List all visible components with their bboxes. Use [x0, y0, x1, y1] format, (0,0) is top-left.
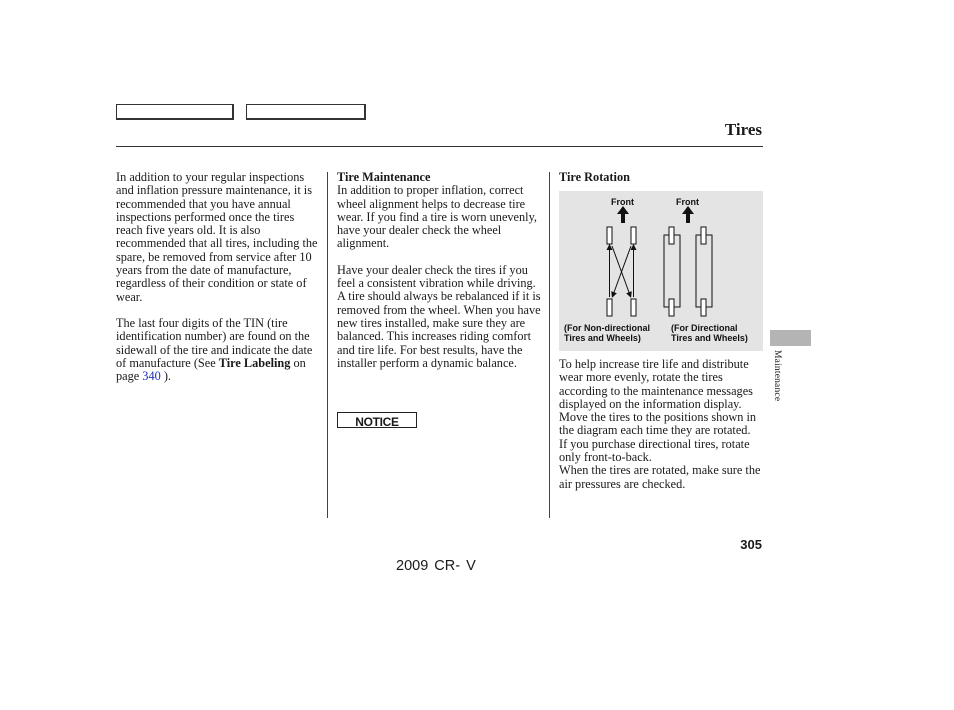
nav-button-1[interactable] — [116, 104, 234, 120]
tire-rotation-diagram — [559, 191, 763, 351]
right-paragraph-3: When the tires are rotated, make sure the air pressures are checked. — [559, 463, 761, 491]
tin-text: The last four digits of the TIN (tire identification number) are found on the sidewall of the tire and indicate the date of manufacture (See — [116, 315, 313, 370]
caption-directional — [671, 323, 748, 343]
tin-end-text: ). — [160, 369, 171, 384]
nd-arrow-cross-1 — [612, 246, 630, 295]
column-middle — [337, 171, 545, 370]
left-paragraph-1: In addition to your regular inspections and inflation pressure maintenance, it is recommended that you have annual inspections performed once the tires reach five years old. It is also recommended that all tires, including the spare, be removed from service after 10 years from the date of manufacture, regardless of their condition or state of wear. — [116, 170, 318, 304]
front-label-right: Front — [676, 197, 699, 207]
middle-paragraph-2: Have your dealer check the tires if you feel a consistent vibration while driving. A tire should always be rebalanced if it is removed from the wheel. When you have new tires installed, make sure they are balanced. This increases riding comfort and tire life. For best results, have the installer perform a dynamic balance. — [337, 262, 541, 370]
section-tab — [770, 330, 811, 346]
caption-d-line-2: Tires and Wheels) — [671, 333, 748, 343]
front-arrow-left — [617, 206, 629, 223]
caption-non-directional — [564, 323, 650, 343]
column-divider-1 — [327, 172, 328, 518]
section-label: Maintenance — [772, 350, 782, 402]
front-label-left: Front — [611, 197, 634, 207]
on-page-text: on page — [116, 355, 306, 384]
tire-rotation-heading: Tire Rotation — [559, 170, 630, 184]
d-arrow-left-loop — [664, 235, 669, 307]
middle-paragraph-1: In addition to proper inflation, correct wheel alignment helps to decrease tire wear. If you find a tire is worn unevenly, have your dealer check the wheel alignment. — [337, 183, 537, 251]
notice-label: NOTICE — [355, 415, 399, 429]
column-right-body — [559, 358, 763, 491]
column-right — [559, 171, 763, 184]
right-paragraph-1: To help increase tire life and distribute wear more evenly, rotate the tires according to the maintenance messages displayed on the information display. Move the tires to the positions shown in the diagram each time they are rotated. — [559, 357, 757, 438]
nd-arrow-cross-2 — [613, 246, 631, 295]
tire-nd-front-left — [607, 227, 612, 244]
caption-d-line-1: (For Directional — [671, 323, 738, 333]
header-rule — [116, 146, 763, 147]
footer-model: 2009 CR- V — [396, 558, 476, 574]
page-number: 305 — [740, 537, 762, 552]
tire-d-front-left — [669, 227, 674, 244]
d-arrow-right-loop — [706, 235, 712, 307]
tire-nd-front-right — [631, 227, 636, 244]
tire-maintenance-heading: Tire Maintenance — [337, 170, 431, 184]
d-arrow-left-inner — [674, 235, 680, 307]
left-paragraph-2 — [116, 317, 321, 383]
page-340-link[interactable]: 340 — [142, 369, 161, 384]
nav-button-2[interactable] — [246, 104, 366, 120]
column-left — [116, 171, 321, 383]
column-divider-2 — [549, 172, 550, 518]
front-arrow-right — [682, 206, 694, 223]
caption-nd-line-2: Tires and Wheels) — [564, 333, 641, 343]
tire-d-rear-right — [701, 299, 706, 316]
tire-d-rear-left — [669, 299, 674, 316]
d-arrow-right-inner — [696, 235, 701, 307]
tire-labeling-ref: Tire Labeling — [218, 355, 291, 370]
tire-nd-rear-right — [631, 299, 636, 316]
page-title: Tires — [724, 120, 762, 139]
right-paragraph-2: If you purchase directional tires, rotate only front-to-back. — [559, 436, 750, 465]
notice-box — [337, 412, 417, 428]
tire-d-front-right — [701, 227, 706, 244]
tire-nd-rear-left — [607, 299, 612, 316]
caption-nd-line-1: (For Non-directional — [564, 323, 650, 333]
